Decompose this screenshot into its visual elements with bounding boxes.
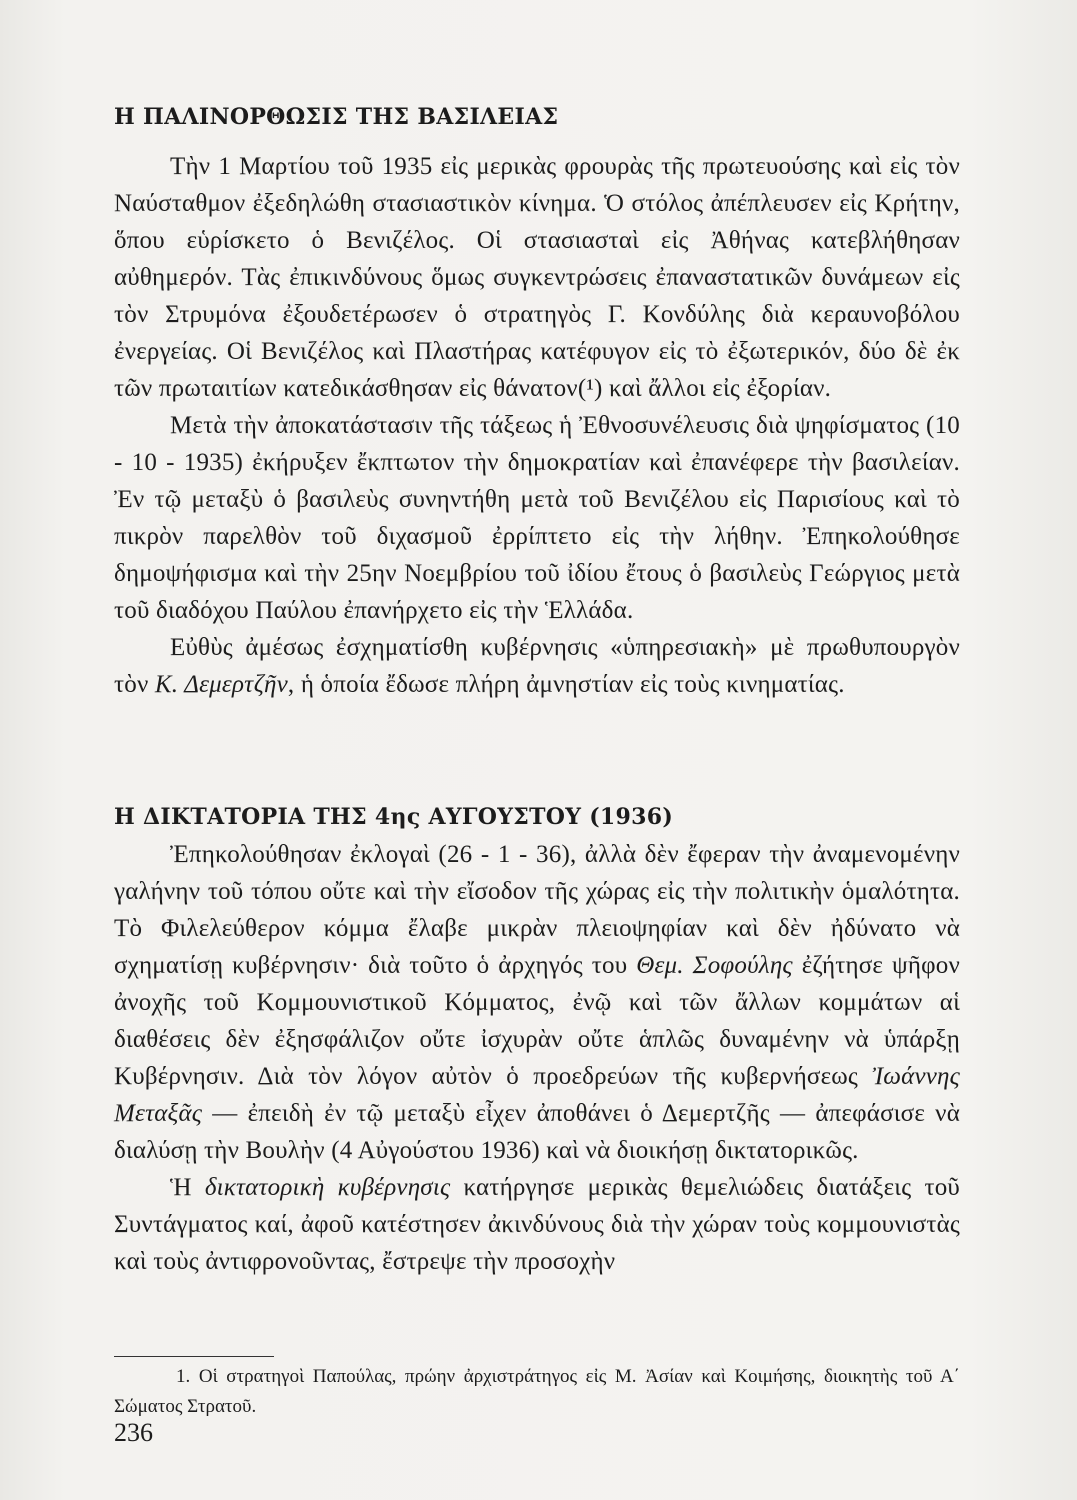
italic-name: Ἰωάννης Μεταξᾶς [114, 1063, 960, 1127]
text-run: — ἐπειδὴ ἐν τῷ μεταξὺ εἶχεν ἀποθάνει ὁ Δεμερτζῆς — ἀπεφάσισε νὰ διαλύσῃ τὴν Βουλὴν (4 Αὐγούστου 1936) καὶ νὰ διοικήσῃ δικτατορικῶς. [114, 1100, 960, 1164]
text-run: Ἡ [170, 1174, 205, 1201]
paragraph: Τὴν 1 Μαρτίου τοῦ 1935 εἰς μερικὰς φρουρὰς τῆς πρωτευούσης καὶ εἰς τὸν Ναύσταθμον ἐξεδηλώθη στασιαστικὸν κίνημα. Ὁ στόλος ἀπέπλευσεν εἰς Κρήτην, ὅπου εὑρίσκετο ὁ Βενιζέλος. Οἱ στασιασταὶ εἰς Ἀθήνας κατεβλήθησαν αὐθημερόν. Τὰς ἐπικινδύνους ὅμως συγκεντρώσεις ἐπαναστατικῶν δυνάμεων εἰς τὸν Στρυμόνα ἐξουδετέρωσεν ὁ στρατηγὸς Γ. Κονδύλης διὰ κεραυνοβόλου ἐνεργείας. Οἱ Βενιζέλος καὶ Πλαστήρας κατέφυγον εἰς τὸ ἐξωτερικόν, δύο δὲ ἐκ τῶν πρωταιτίων κατεδικάσθησαν εἰς θάνατον(¹) καὶ ἄλλοι εἰς ἐξορίαν. [114, 153, 960, 402]
text-run: Εὐθὺς ἀμέσως ἐσχηματίσθη κυβέρνησις «ὑπηρεσιακὴ» μὲ πρωθυπουργὸν τὸν [114, 634, 960, 698]
section-body-restoration [114, 148, 960, 703]
text-run: κατήργησε μερικὰς θεμελιώδεις διατάξεις τοῦ Συντάγματος καί, ἀφοῦ κατέστησεν ἀκινδύνους διὰ τὴν χώραν τοὺς κομμουνιστὰς καὶ τοὺς ἀντιφρονοῦντας, ἔστρεψε τὴν προσοχὴν [114, 1174, 960, 1275]
paragraph [114, 1169, 960, 1280]
section-heading-dictatorship: Η ΔΙΚΤΑΤΟΡΙΑ ΤΗΣ 4ης ΑΥΓΟΥΣΤΟΥ (1936) [114, 804, 674, 830]
italic-name: Θεμ. Σοφούλης [636, 952, 793, 979]
section-heading-restoration: Η ΠΑΛΙΝΟΡΘΩΣΙΣ ΤΗΣ ΒΑΣΙΛΕΙΑΣ [114, 104, 559, 130]
text-run: ἐζήτησε ψῆφον ἀνοχῆς τοῦ Κομμουνιστικοῦ Κόμματος, ἐνῷ καὶ τῶν ἄλλων κομμάτων αἱ διαθέσεις δὲν ἐξησφάλιζον οὔτε ἰσχυρὰν οὔτε ἁπλῶς δυναμένην νὰ ὑπάρξῃ Κυβέρνησιν. Διὰ τὸν λόγον αὐτὸν ὁ προεδρεύων τῆς κυβερνήσεως [114, 952, 960, 1090]
italic-name: Κ. Δεμερτζῆν [154, 671, 288, 698]
paragraph [114, 629, 960, 703]
text-run: , ἡ ὁποία ἔδωσε πλήρη ἀμνηστίαν εἰς τοὺς κινηματίας. [287, 671, 845, 698]
footnote: 1. Οἱ στρατηγοὶ Παπούλας, πρώην ἀρχιστράτηγος εἰς Μ. Ἀσίαν καὶ Κοιμήσης, διοικητὴς τοῦ Α΄ Σώματος Στρατοῦ. [114, 1366, 960, 1417]
italic-term: δικτατορικὴ κυβέρνησις [204, 1174, 451, 1201]
text-run: Ἐπηκολούθησαν ἐκλογαὶ (26 - 1 - 36), ἀλλὰ δὲν ἔφεραν τὴν ἀναμενομένην γαλήνην τοῦ τόπου οὔτε καὶ τὴν εἴσοδον τῆς χώρας εἰς τὴν πολιτικὴν ὁμαλότητα. Τὸ Φιλελεύθερον κόμμα ἔλαβε μικρὰν πλειοψηφίαν καὶ δὲν ἠδύνατο νὰ σχηματίσῃ κυβέρνησιν· διὰ τοῦτο ὁ ἀρχηγός του [114, 841, 960, 979]
page-number: 236 [114, 1418, 153, 1447]
footnote-divider [114, 1356, 274, 1357]
paragraph: Μετὰ τὴν ἀποκατάστασιν τῆς τάξεως ἡ Ἐθνοσυνέλευσις διὰ ψηφίσματος (10 - 10 - 1935) ἐκήρυξεν ἔκπτωτον τὴν δημοκρατίαν καὶ ἐπανέφερε τὴν βασιλείαν. Ἐν τῷ μεταξὺ ὁ βασιλεὺς συνηντήθη μετὰ τοῦ Βενιζέλου εἰς Παρισίους καὶ τὸ πικρὸν παρελθὸν τοῦ διχασμοῦ ἐρρίπτετο εἰς τὴν λήθην. Ἐπηκολούθησε δημοψήφισμα καὶ τὴν 25ην Νοεμβρίου τοῦ ἰδίου ἔτους ὁ βασιλεὺς Γεώργιος μετὰ τοῦ διαδόχου Παύλου ἐπανήρχετο εἰς τὴν Ἑλλάδα. [114, 412, 960, 624]
paragraph [114, 836, 960, 1169]
section-body-dictatorship [114, 836, 960, 1280]
